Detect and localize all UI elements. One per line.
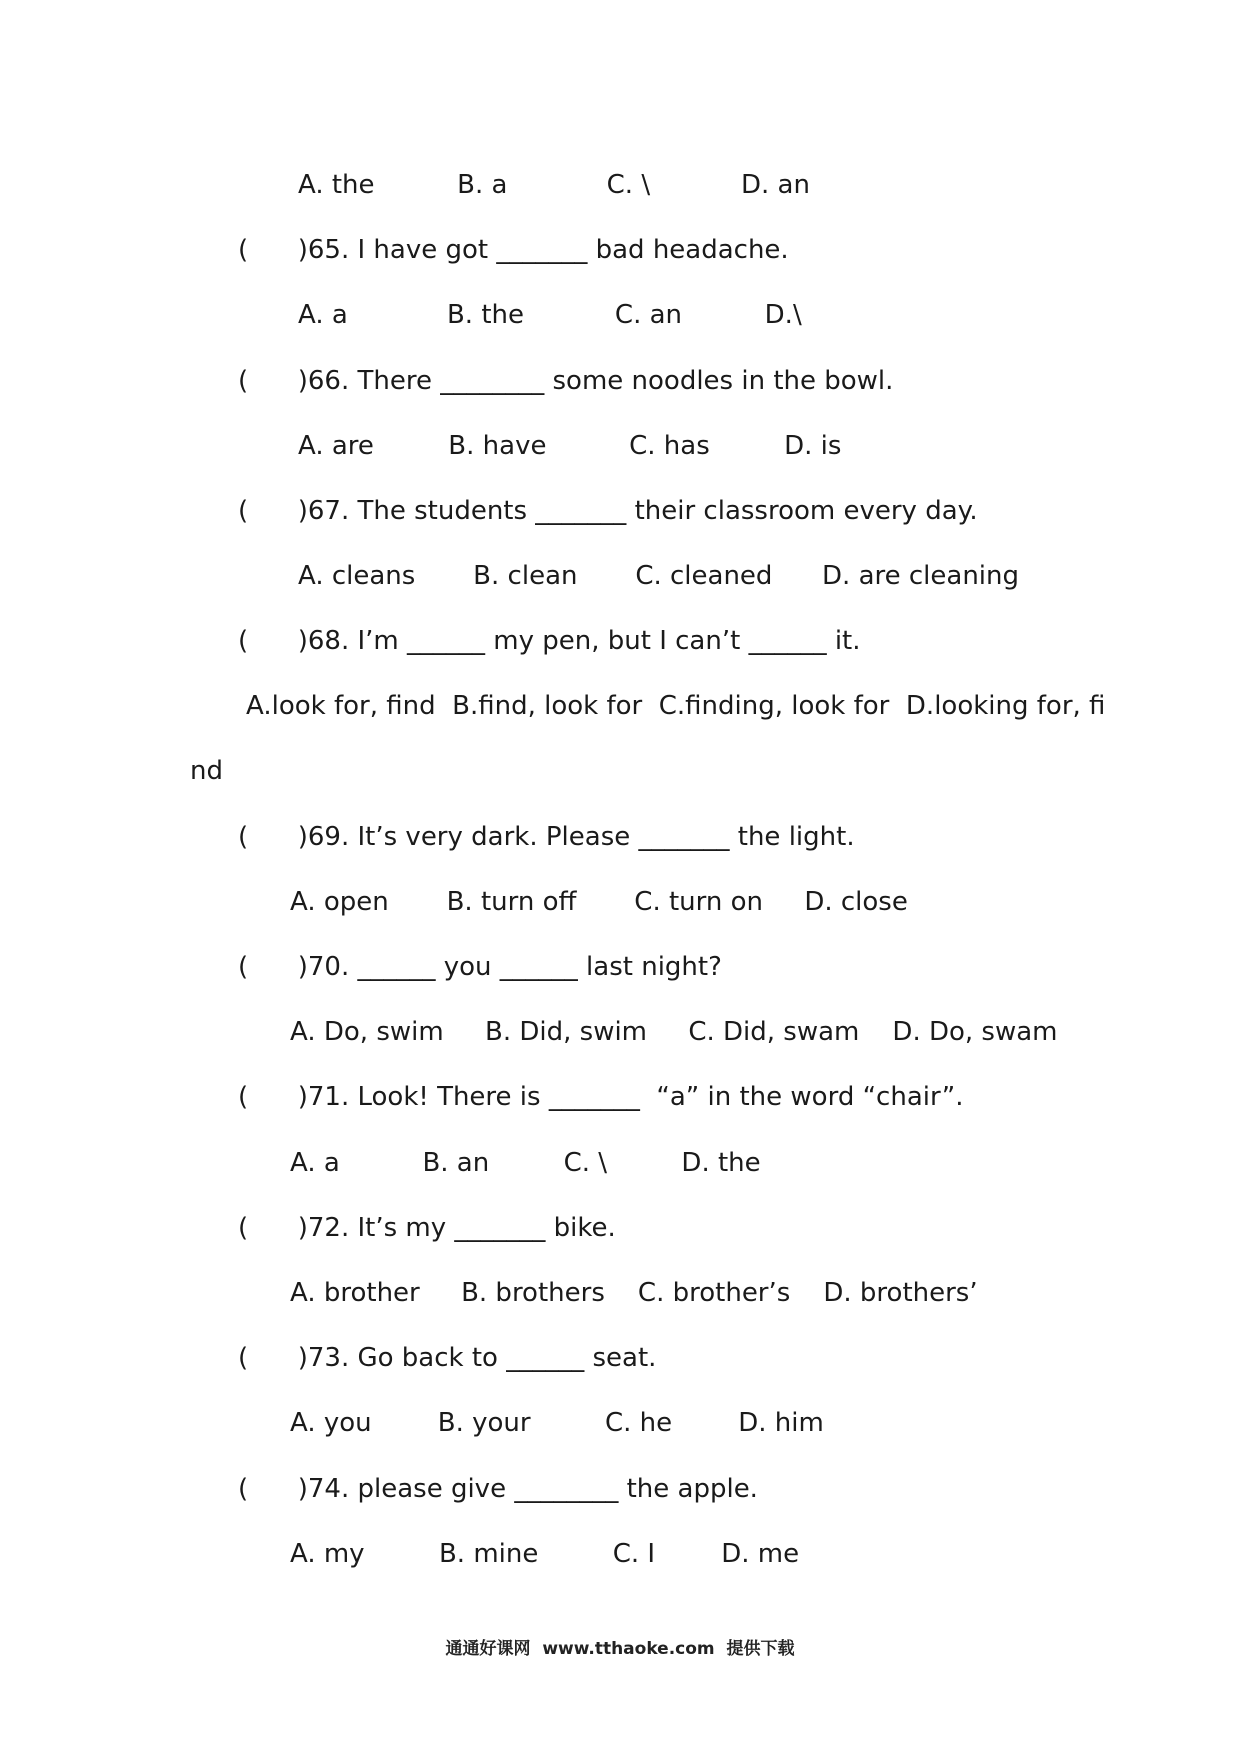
- question-66: ( )66. There ________ some noodles in the bowl.: [238, 366, 894, 396]
- options-69: A. open B. turn off C. turn on D. close: [290, 887, 908, 917]
- options-65: A. a B. the C. an D.\: [298, 300, 802, 330]
- question-70: ( )70. ______ you ______ last night?: [238, 952, 722, 982]
- question-74: ( )74. please give ________ the apple.: [238, 1474, 758, 1504]
- options-68: A.look for, find B.find, look for C.finding, look for D.looking for, fi: [246, 691, 1106, 721]
- question-68: ( )68. I’m ______ my pen, but I can’t ______ it.: [238, 626, 861, 656]
- options-73: A. you B. your C. he D. him: [290, 1408, 824, 1438]
- page-footer: 通通好课网 www.tthaoke.com 提供下载: [445, 1639, 795, 1659]
- options-66: A. are B. have C. has D. is: [298, 431, 842, 461]
- question-67: ( )67. The students _______ their classroom every day.: [238, 496, 978, 526]
- options-70: A. Do, swim B. Did, swim C. Did, swam D. Do, swam: [290, 1017, 1058, 1047]
- question-71: ( )71. Look! There is _______ “a” in the word “chair”.: [238, 1082, 964, 1112]
- options-72: A. brother B. brothers C. brother’s D. brothers’: [290, 1278, 978, 1308]
- options-68-wrap: nd: [190, 756, 223, 786]
- question-69: ( )69. It’s very dark. Please _______ the light.: [238, 822, 855, 852]
- question-73: ( )73. Go back to ______ seat.: [238, 1343, 657, 1373]
- options-64: A. the B. a C. \ D. an: [298, 170, 810, 200]
- options-74: A. my B. mine C. I D. me: [290, 1539, 800, 1569]
- question-65: ( )65. I have got _______ bad headache.: [238, 235, 789, 265]
- options-67: A. cleans B. clean C. cleaned D. are cleaning: [298, 561, 1020, 591]
- options-71: A. a B. an C. \ D. the: [290, 1148, 761, 1178]
- question-72: ( )72. It’s my _______ bike.: [238, 1213, 616, 1243]
